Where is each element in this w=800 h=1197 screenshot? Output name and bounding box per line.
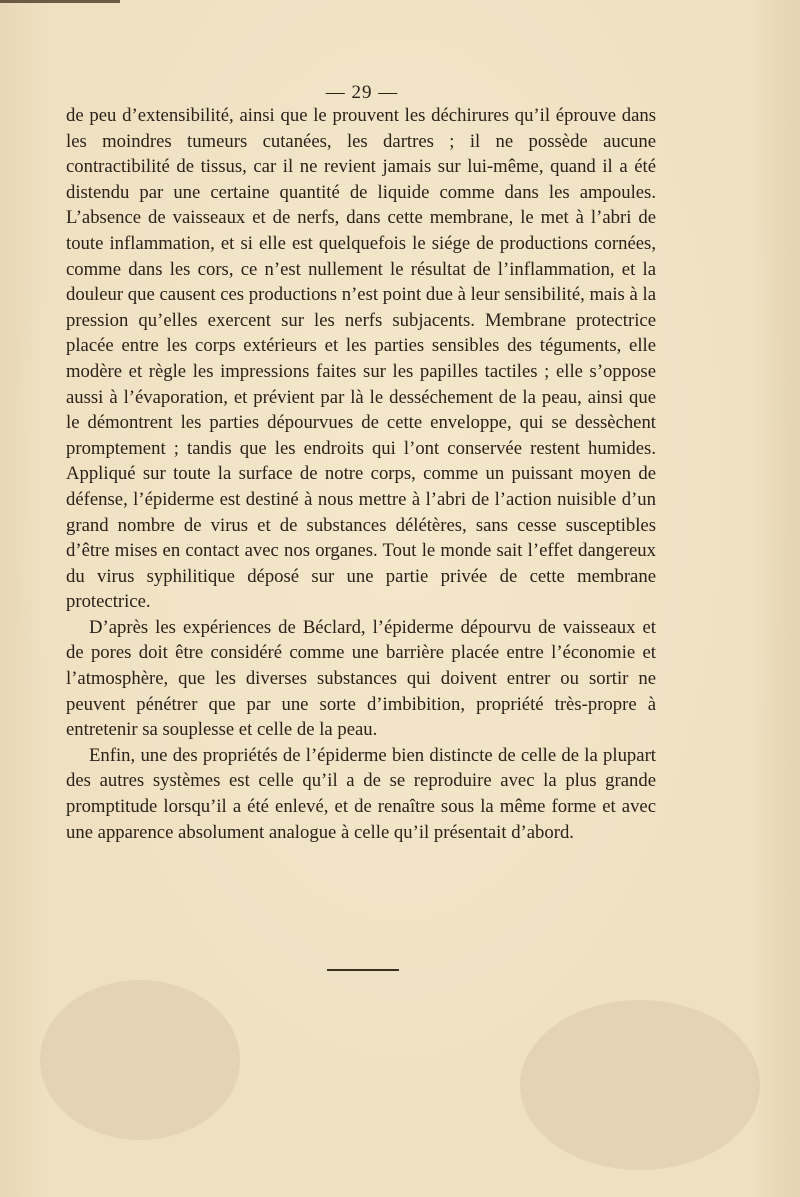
page-number: — 29 — [325, 82, 399, 103]
page-edge-shadow [0, 0, 120, 3]
closing-rule [327, 969, 399, 971]
paper-stain [40, 980, 240, 1140]
paper-stain [520, 1000, 760, 1170]
paragraph-3: Enfin, une des propriétés de l’épiderme bien distincte de celle de la plupart des autres systèmes est celle qu’il a de se reproduire avec la plus grande promptitude lorsqu’il a été enlevé, et de renaître sous la même forme et avec une apparence absolument analogue à celle qu’il présentait d’abord. [66, 744, 656, 843]
paragraph-1: de peu d’extensibilité, ainsi que le prouvent les déchirures qu’il éprouve dans les moindres tumeurs cutanées, les dartres ; il ne possède aucune contractibilité de tissus, car il ne revient jamais sur lui-même, quand il a été distendu par une certaine quantité de liquide comme dans les ampoules. L’absence de vaisseaux et de nerfs, dans cette membrane, le met à l’abri de toute inflammation, et si elle est quelquefois le siége de productions cornées, comme dans les cors, ce n’est nullement le résultat de l’inflammation, et la douleur que causent ces productions n’est point due à leur sensibilité, mais à la pression qu’elles exercent sur les nerfs subjacents. Membrane protectrice placée entre les corps extérieurs et les parties sensibles des téguments, elle modère et règle les impressions faites sur les papilles tactiles ; elle s’oppose aussi à l’évaporation, et prévient par là le desséchement de la peau, ainsi que le démontrent les parties dépourvues de cette enveloppe, qui se dessèchent promptement ; tandis que les endroits qui l’ont conservée restent humides. Appliqué sur toute la surface de notre corps, comme un puissant moyen de défense, l’épiderme est destiné à nous mettre à l’abri de l’action nuisible d’un grand nombre de virus et de substances délétères, sans cesse susceptibles d’être mises en contact avec nos organes. Tout le monde sait l’effet dangereux du virus syphilitique déposé sur une partie privée de cette membrane protectrice. [66, 105, 656, 613]
body-text [66, 103, 656, 845]
paragraph-2: D’après les expériences de Béclard, l’épiderme dépourvu de vaisseaux et de pores doit être considéré comme une barrière placée entre l’économie et l’atmosphère, que les diverses substances qui doivent entrer ou sortir ne peuvent pénétrer que par une sorte d’imbibition, propriété très-propre à entretenir sa souplesse et celle de la peau. [66, 616, 656, 741]
